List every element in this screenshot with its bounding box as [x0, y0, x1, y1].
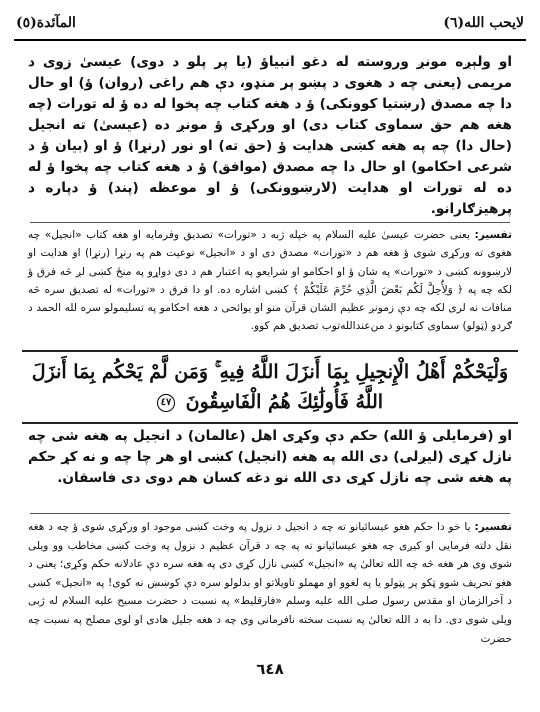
tafsir-label: تفسير: [474, 229, 513, 241]
page-number: ٦٤٨ [256, 660, 284, 678]
tafsir-text: يعنى حضرت عيسىٰ عليه السلام په خپله ژبه د «تورات» تصديق وفرمايه او هغه كتاب «انجيل» چه هغوى ته وركړى شوى ؤ هغه هم د «تورات» مصدق دى او د «انجيل» نوعيت هم په رنړا (رنړا) او هدايت او لارښوونه كښى د «تورات» په شان ؤ او احكامو او شرايعو په اعتبار هم د دى دواړو په منځ كښى لږ څه فرق ؤ لكه چه په ﴿ وَلِأُحِلَّ لَكُم بَعْضَ الَّذِي حُرِّمَ عَلَيْكُمْ ﴾ كښى اشاره ده. او دا فرق د «تورات» له تصديق سره څه منافات نه لرى لكه چه دې زمونږ عظيم الشان قرآن منو او يوائحى د هغه احكامو په تسليمولو سره لله الحمد د ګردو (ټولو) سماوى كتابونو د من‌عندالله‌توب تصديق هم كوو. [28, 229, 512, 333]
tafsir2-text: يا خو دا حكم هغو عيسائيانو ته چه د انجيل د نزول په وخت كښى موجود او وركړى شوى ؤ چه د هغه نقل دلته فرمايى او كيږى چه هغو عيسائيانو ته په چه د قرآن عظيم د نزول په وخت كښى مخاطب وو ويلى شوى وى هر هغه څه چه الله تعالىٰ په «انجيل» كښى نازل كړى دى په هغه سره دې عادلانه حكم وكړى؛ يعنى د هغو تحريف شوو ټكو پر پټولو يا په لغوو او مهملو تاويلاتو او بدلولو سره دې كوښښ نه كوى! په «انجيل» كښى د آخرالزمان او مقدس رسول صلى الله عليه وسلم «فارقليط» په نسبت د حضرت مسيح عليه السلام له ژبى ويلى شوى دى. دا به د الله تعالىٰ په نسبت سخته نافرمانى وى چه د هغه جليل هادى او لوى مصلح په نسبت چه حضرت [28, 521, 512, 645]
translation-text: او ولېږه مونږ وروسته له دغو انبياؤ (يا پر پلو د دوى) عيسىٰ زوى د مريمى (يعنى چه د هغوى د پښو پر منډو، دې هم راغى (روان) ؤ) او حال دا چه مصدق (رښتيا كوونكى) ؤ د هغه كتاب چه پخوا له ده ؤ له تورات (چه هغه هم حق سماوى كتاب دى) او وركړى ؤ مونږ ده (عيسىٰ) ته انجيل (حال دا) چه په هغه كښى هدايت ؤ (حق ته) او نور (رنړا) ؤ او (بيان ؤ د شرعى احكامو) او حال دا چه مصدق (موافق) ؤ د هغه كتاب چه پخوا ؤ له ده له تورات او هدايت (لارښوونكى) ؤ او موعظه (پند) ؤ دپاره د پرهيزګارانو. [28, 54, 512, 217]
translation2-text: او (فرمايلى ؤ الله) حكم دې وكړى اهل (عالمان) د انجيل په هغه شى چه نازل كړى (ليږلى) دى الله په هغه (انجيل) كښى او هر چا چه و نه كړ حكم په هغه شى چه نازل كړى دى الله نو دغه كسان هم دوى دى فاسقان. [28, 428, 512, 486]
juz-title: لايحب الله(٦) [443, 15, 524, 31]
verse-text: وَلْيَحْكُمْ أَهْلُ الْإِنجِيلِ بِمَا أَنزَلَ اللَّهُ فِيهِ ۚ وَمَن لَّمْ يَحْكُم بِمَا أَنزَلَ اللَّهُ فَأُولَٰئِكَ هُمُ الْفَاسِقُونَ [31, 361, 509, 413]
tafsir2-paragraph [28, 518, 512, 645]
verse-bottom-divider [22, 422, 518, 424]
quran-verse [26, 357, 514, 419]
header-divider [14, 39, 526, 41]
surah-title: المآئدة(٥) [16, 15, 76, 31]
page-header [16, 10, 524, 36]
verse-number-marker: ٤٧ [157, 394, 175, 412]
section-divider [30, 222, 510, 223]
translation-paragraph [28, 52, 512, 220]
translation2-paragraph [28, 426, 512, 510]
verse-top-divider [22, 350, 518, 352]
section-divider-2 [30, 513, 510, 514]
tafsir2-label: تفسير: [474, 521, 512, 533]
tafsir-paragraph [28, 226, 512, 338]
